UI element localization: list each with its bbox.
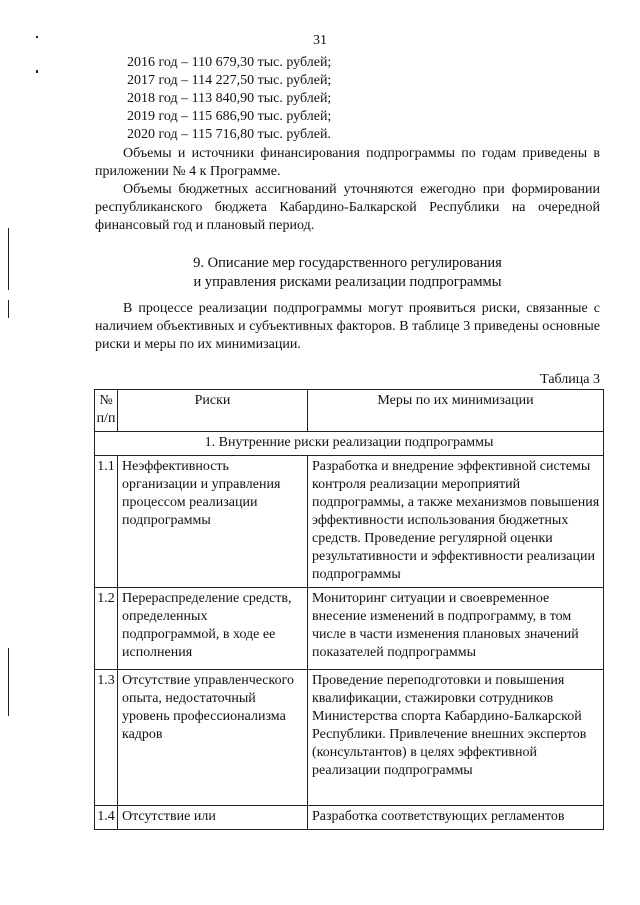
row-measure: Разработка соответствующих регламентов (308, 806, 604, 830)
row-risk: Неэффективность организации и управления процессом реализации подпрограммы (118, 456, 308, 588)
scan-margin-line (8, 648, 9, 716)
paragraph-risks-intro: В процессе реализации подпрограммы могут проявиться риски, связанные с наличием объективных и субъективных факторов. В таблице 3 приведены основные риски и меры по их минимизации. (95, 301, 600, 352)
funding-line: 2019 год – 115 686,90 тыс. рублей; (127, 109, 332, 124)
paragraph-volumes-by-year: Объемы и источники финансирования подпрограммы по годам приведены в приложении № 4 к Программе. (95, 146, 600, 179)
paragraph-budget-allocations: Объемы бюджетных ассигнований уточняются ежегодно при формировании республиканского бюджета Кабардино-Балкарской Республики на очередной финансовый год и плановый период. (95, 182, 600, 233)
section-heading-line: 9. Описание мер государственного регулирования (193, 255, 502, 271)
scan-margin-line (8, 300, 9, 318)
table-row (95, 588, 604, 670)
funding-by-year-list (127, 54, 331, 144)
table-group-row (95, 432, 604, 456)
section-heading-line: и управления рисками реализации подпрограммы (193, 274, 502, 290)
header-risks: Риски (118, 390, 308, 432)
row-number: 1.1 (95, 456, 118, 588)
section-heading (95, 254, 600, 292)
table-row (95, 670, 604, 806)
funding-line: 2017 год – 114 227,50 тыс. рублей; (127, 73, 332, 88)
row-number: 1.3 (95, 670, 118, 806)
row-risk: Отсутствие управленческого опыта, недостаточный уровень профессионализма кадров (118, 670, 308, 806)
row-number: 1.2 (95, 588, 118, 670)
header-measures: Меры по их минимизации (308, 390, 604, 432)
row-measure: Проведение переподготовки и повышения квалификации, стажировки сотрудников Министерства спорта Кабардино-Балкарской Республики. Привлечение внешних экспертов (консультантов) в целях эффективной реализации подпрограммы (308, 670, 604, 806)
page-number: 31 (313, 33, 327, 48)
table-row (95, 806, 604, 830)
row-risk: Перераспределение средств, определенных подпрограммой, в ходе ее исполнения (118, 588, 308, 670)
table-caption: Таблица 3 (540, 372, 600, 387)
scan-mark-mid (36, 70, 38, 73)
row-measure: Разработка и внедрение эффективной системы контроля реализации мероприятий подпрограммы, а также механизмов повышения эффективности использования бюджетных средств. Проведение регулярной оценки результативности и эффективности реализации подпрограммы (308, 456, 604, 588)
funding-line: 2020 год – 115 716,80 тыс. рублей. (127, 127, 331, 142)
row-number: 1.4 (95, 806, 118, 830)
header-number-line: № (99, 393, 113, 408)
funding-line: 2018 год – 113 840,90 тыс. рублей; (127, 91, 332, 106)
row-measure: Мониторинг ситуации и своевременное внесение изменений в подпрограмму, в том числе в части изменения плановых значений показателей подпрограммы (308, 588, 604, 670)
group-title: 1. Внутренние риски реализации подпрограммы (95, 432, 604, 456)
row-risk: Отсутствие или (118, 806, 308, 830)
scan-margin-line (8, 228, 9, 290)
table-header-row (95, 390, 604, 432)
risks-table (94, 389, 604, 830)
header-number-line: п/п (96, 411, 116, 426)
funding-line: 2016 год – 110 679,30 тыс. рублей; (127, 55, 332, 70)
table-row (95, 456, 604, 588)
header-number (95, 390, 118, 432)
